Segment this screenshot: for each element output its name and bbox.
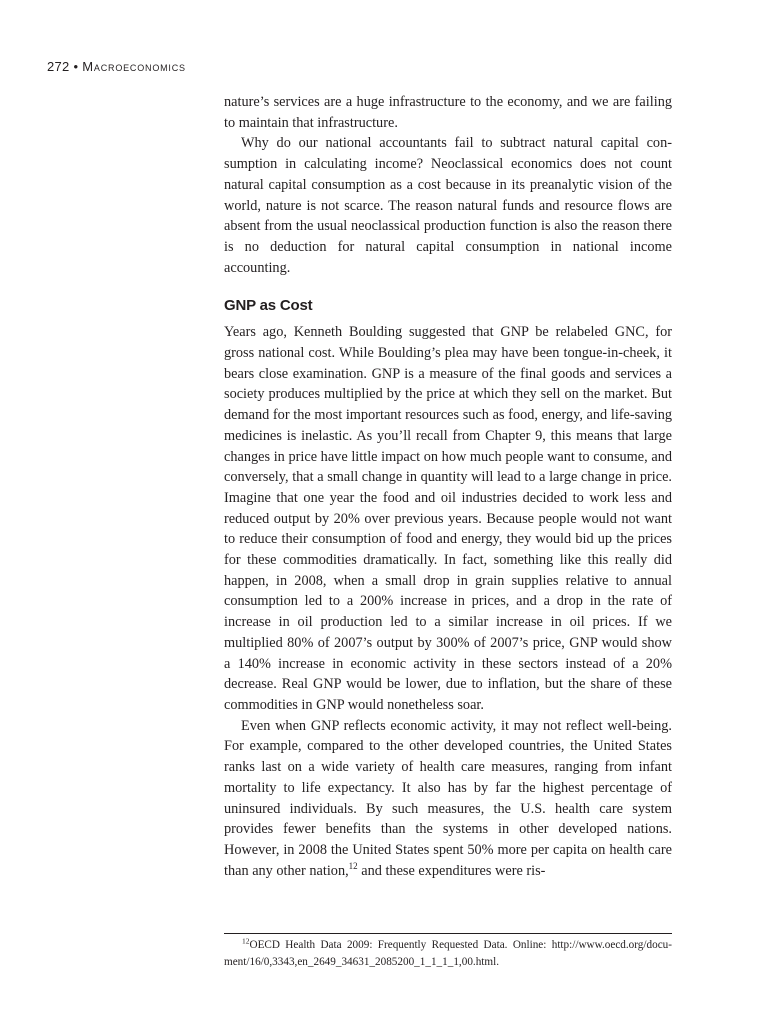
paragraph-well-being-text: Even when GNP reflects economic activity, it may not reflect well-being. For example, compared to the other developed countries, the United States ranks last on a wide variety of health care measures, ranging from infant mortality to life expectancy. It also has by far the highest percentage of uninsured individuals. By such measures, the U.S. health care system provides fewer benefits than the systems in other developed nations. However, in 2008 the United States spent 50% more per capita on health care than any other nation,	[224, 717, 672, 879]
footnote-number: 12	[242, 936, 250, 946]
section-heading: GNP as Cost	[224, 297, 313, 315]
page-number: 272	[47, 59, 70, 74]
footnote	[224, 937, 672, 971]
paragraph-natural-capital: Why do our national accountants fail to subtract natural capital consumption in calculating income? Neoclassical economics does not count natural capital consumption as a cost because in its preanalytic vision of the world, nature is not scarce. The reason natural funds and resource flows are absent from the usual neoclassical production function is also the reason there is no deduction for natural capital consumption in national income accounting.	[224, 135, 672, 276]
paragraph-gnc: Years ago, Kenneth Boulding suggested that GNP be relabeled GNC, for gross national cost. While Boulding’s plea may have been tongue-in-cheek, it bears close examination. GNP is a measure of the final goods and services a society produces multiplied by the price at which they sell on the market. But demand for the most important resources such as food, energy, and life-saving medicines is inelastic. As you’ll recall from Chapter 9, this means that large changes in price have little impact on how much people want to consume, and conversely, that a small change in quantity will lead to a large change in price. Imagine that one year the food and oil industries decided to work less and reduced output by 20% over previous years. Because people would not want to reduce their consumption of food and energy, they would bid up the prices for these commodities dramatically. In fact, something like this really did happen, in 2008, when a small drop in grain supplies relative to annual consumption led to a 200% increase in prices, and a drop in the rate of increase in oil production led to a similar increase in oil prices. If we multiplied 80% of 2007’s output by 300% of 2007’s price, GNP would show a 140% increase in economic activity in these sectors instead of a 20% decrease. Real GNP would be lower, due to inflation, but the share of these commodities in GNP would nonetheless soar.	[224, 324, 672, 713]
running-head-separator: •	[73, 59, 79, 74]
paragraph-well-being-tail: and these expenditures were ris-	[357, 862, 546, 879]
paragraph-well-being	[224, 716, 672, 882]
footnote-text: OECD Health Data 2009: Frequently Requested Data. Online: http://www.oecd.org/document/16/0,3343,en_2649_34631_2085200_1_1_1_1,00.html.	[224, 939, 672, 968]
paragraph-continuation: nature’s services are a huge infrastructure to the economy, and we are failing to maintain that infrastructure.	[224, 94, 672, 131]
footnote-reference[interactable]: 12	[348, 860, 358, 871]
running-head-title: Macroeconomics	[82, 59, 186, 74]
running-head	[47, 59, 186, 74]
footnote-divider	[224, 933, 672, 934]
main-text-column	[224, 92, 672, 881]
